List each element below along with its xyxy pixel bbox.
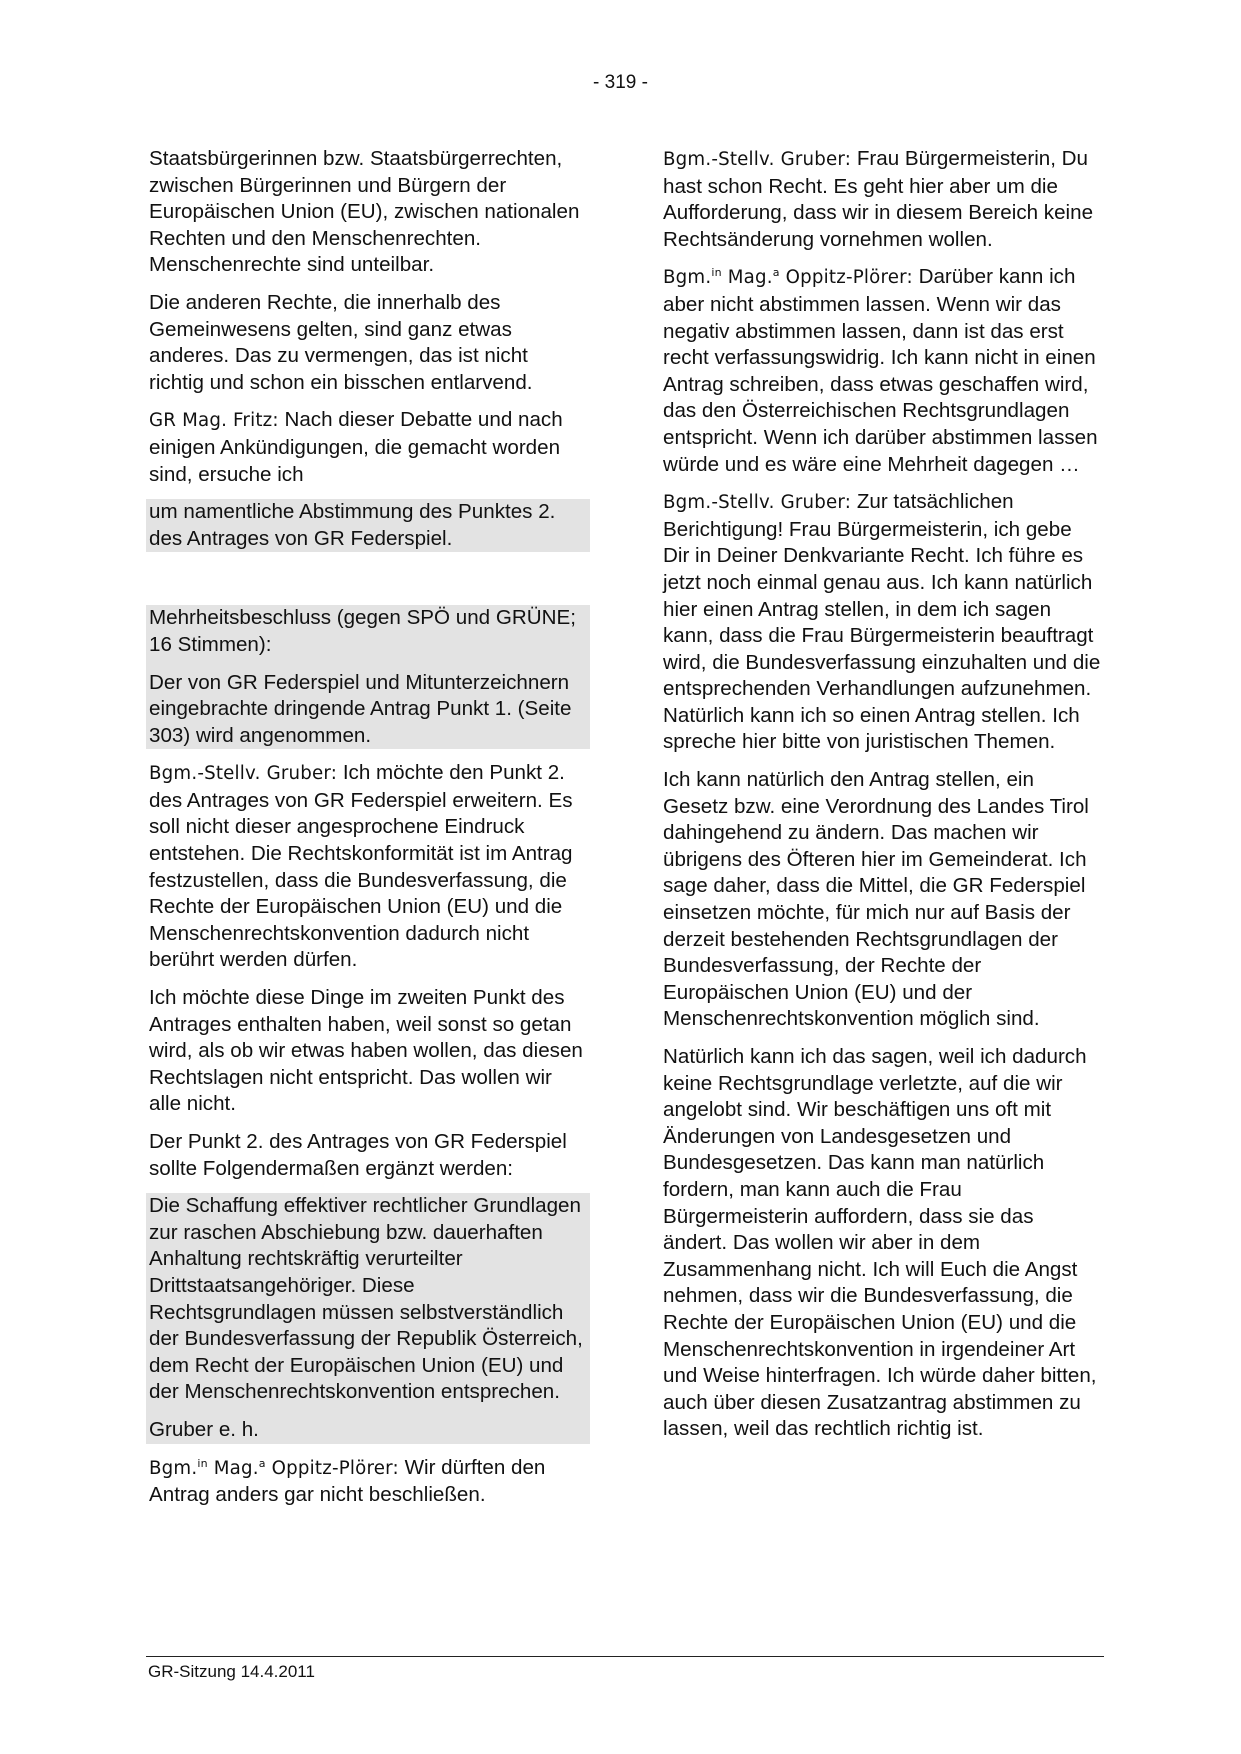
speaker-name: Bgm.$^{in}$ Mag.$^a$ Oppitz-Plörer: (149, 1456, 399, 1479)
speaker-name: GR Mag. Fritz: (149, 410, 279, 432)
spacer (146, 563, 590, 605)
speech-text: Darüber kann ich aber nicht abstimmen lassen. Wenn wir das negativ abstimmen lassen, dann ist das erst recht verfassungswidrig. Ich kann nicht in einen Antrag schreiben, dass etwas geschaffen wird, das den Österreichischen Rechtsgrundlagen entspricht. Wenn ich darüber abstimmen lassen würde und es wäre eine Mehrheit dagegen … (663, 265, 1098, 476)
speech-text: Ich möchte den Punkt 2. des Antrages von GR Federspiel erweitern. Es soll nicht dieser angesprochene Eindruck entstehen. Die Rechtskonformität ist im Antrag festzustellen, dass die Bundesverfassung, die Rechte der Europäischen Union (EU) und die Menschenrechtskonvention dadurch nicht berührt werden dürfen. (149, 761, 573, 972)
page-number: - 319 - (593, 72, 648, 93)
paragraph: Die anderen Rechte, die innerhalb des Gemeinwesens gelten, sind ganz etwas anderes. Das zu vermengen, das ist nicht richtig und schon ein bisschen entlarvend. (149, 290, 533, 394)
speech-paragraph (660, 264, 1104, 478)
motion-box: um namentliche Abstimmung des Punktes 2. des Antrages von GR Federspiel. (146, 499, 590, 552)
amendment-box: Die Schaffung effektiver rechtlicher Grundlagen zur raschen Abschiebung bzw. dauerhaften Anhaltung rechtskräftig verurteilter Drittstaatsangehöriger. Diese Rechtsgrundlagen müssen selbstverständlich der Bundesverfassung der Republik Österreich, dem Recht der Europäischen Union (EU) und der Menschenrechtskonvention entsprechen. (146, 1193, 590, 1409)
left-column (146, 146, 590, 1520)
speech-paragraph (146, 1455, 590, 1509)
right-column (660, 146, 1104, 1454)
paragraph: Natürlich kann ich das sagen, weil ich dadurch keine Rechtsgrundlage verletzte, auf die wir angelobt sind. Wir beschäftigen uns oft mit Änderungen von Landesgesetzen und Bundesgesetzen. Das kann man natürlich fordern, man kann auch die Frau Bürgermeisterin auffordern, dass sie das ändert. Das wollen wir aber in dem Zusammenhang nicht. Ich will Euch die Angst nehmen, dass wir die Bundesverfassung, die Rechte der Europäischen Union (EU) und die Menschenrechtskonvention in irgendeiner Art und Weise hinterfragen. Ich würde daher bitten, auch über diesen Zusatzantrag abstimmen zu lassen, weil das rechtlich richtig ist. (663, 1045, 1097, 1441)
speaker-name: Bgm.-Stellv. Gruber: (663, 492, 852, 514)
speech-text: Nach dieser Debatte und nach einigen Ankündigungen, die gemacht worden sind, ersuche ich (149, 408, 563, 486)
speech-text: Frau Bürgermeisterin, Du hast schon Recht. Es geht hier aber um die Aufforderung, dass wir in diesem Bereich keine Rechtsänderung vornehmen wollen. (663, 147, 1094, 251)
footer-session-date: GR-Sitzung 14.4.2011 (148, 1662, 315, 1681)
paragraph: Ich möchte diese Dinge im zweiten Punkt des Antrages enthalten haben, weil sonst so getan wird, als ob wir etwas haben wollen, das diesen Rechtslagen nicht entspricht. Das wollen wir alle nicht. (149, 986, 583, 1116)
speech-paragraph (146, 760, 590, 974)
paragraph: Der Punkt 2. des Antrages von GR Federspiel sollte Folgendermaßen ergänzt werden: (149, 1130, 567, 1180)
speaker-name: Bgm.-Stellv. Gruber: (149, 763, 338, 785)
resolution-title: Mehrheitsbeschluss (gegen SPÖ und GRÜNE; 16 Stimmen): (146, 605, 590, 661)
resolution-text: Der von GR Federspiel und Mitunterzeichnern eingebrachte dringende Antrag Punkt 1. (Seite 303) wird angenommen. (146, 662, 590, 750)
speech-paragraph (660, 146, 1104, 253)
amendment-signature: Gruber e. h. (146, 1409, 590, 1444)
speaker-name: Bgm.-Stellv. Gruber: (663, 149, 852, 170)
speech-text: Wir dürften den Antrag anders gar nicht beschließen. (149, 1455, 546, 1507)
speech-paragraph (146, 407, 590, 488)
speaker-name: Bgm.$^{in}$ Mag.$^a$ Oppitz-Plörer: (663, 266, 913, 289)
footer-divider (146, 1656, 1104, 1657)
paragraph: Ich kann natürlich den Antrag stellen, ein Gesetz bzw. eine Verordnung des Landes Tirol dahingehend zu ändern. Das machen wir übrigens des Öfteren hier im Gemeinderat. Ich sage daher, dass die Mittel, die GR Federspiel einsetzen möchte, für mich nur auf Basis der derzeit bestehenden Rechtsgrundlagen der Bundesverfassung, der Rechte der Europäischen Union (EU) und der Menschenrechtskonvention möglich sind. (663, 768, 1089, 1031)
paragraph: Staatsbürgerinnen bzw. Staatsbürgerrechten, zwischen Bürgerinnen und Bürgern der Europäischen Union (EU), zwischen nationalen Rechten und den Menschenrechten. Menschenrechte sind unteilbar. (149, 147, 580, 277)
speech-text: Zur tatsächlichen Berichtigung! Frau Bürgermeisterin, ich gebe Dir in Deiner Denkvariante Recht. Ich führe es jetzt noch einmal genau aus. Ich kann natürlich hier einen Antrag stellen, in dem ich sagen kann, dass die Frau Bürgermeisterin beauftragt wird, die Bundesverfassung einzuhalten und die entsprechenden Verhandlungen aufzunehmen. Natürlich kann ich so einen Antrag stellen. Ich spreche hier bitte von juristischen Themen. (663, 490, 1101, 754)
speech-paragraph (660, 489, 1104, 756)
